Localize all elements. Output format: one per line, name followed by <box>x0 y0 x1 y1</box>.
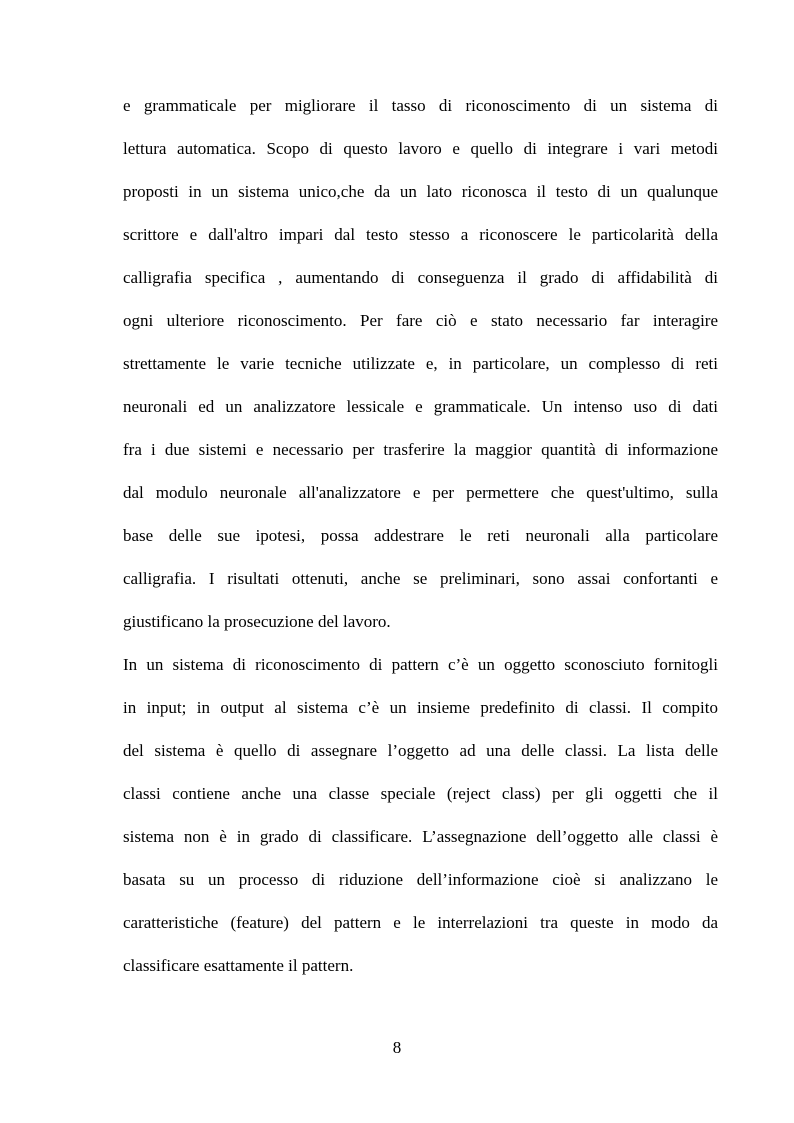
text-line: caratteristiche (feature) del pattern e le interrelazioni tra queste in modo da <box>123 913 718 932</box>
text-line: dal modulo neuronale all'analizzatore e per permettere che quest'ultimo, sulla <box>123 483 718 502</box>
page-number: 8 <box>392 1038 402 1057</box>
text-line: ogni ulteriore riconoscimento. Per fare ciò e stato necessario far interagire <box>123 311 718 330</box>
body-text <box>123 88 718 991</box>
text-line: giustificano la prosecuzione del lavoro. <box>123 612 391 631</box>
text-line: In un sistema di riconoscimento di pattern c’è un oggetto sconosciuto fornitogli <box>123 655 718 674</box>
text-line: del sistema è quello di assegnare l’oggetto ad una delle classi. La lista delle <box>123 741 718 760</box>
text-line: basata su un processo di riduzione dell’informazione cioè si analizzano le <box>123 870 718 889</box>
text-line: e grammaticale per migliorare il tasso di riconoscimento di un sistema di <box>123 96 718 115</box>
text-line: scrittore e dall'altro impari dal testo stesso a riconoscere le particolarità della <box>123 225 718 244</box>
text-line: in input; in output al sistema c’è un insieme predefinito di classi. Il compito <box>123 698 718 717</box>
text-line: sistema non è in grado di classificare. L’assegnazione dell’oggetto alle classi è <box>123 827 718 846</box>
text-line: classi contiene anche una classe speciale (reject class) per gli oggetti che il <box>123 784 718 803</box>
text-line: proposti in un sistema unico,che da un lato riconosca il testo di un qualunque <box>123 182 718 201</box>
text-line: neuronali ed un analizzatore lessicale e grammaticale. Un intenso uso di dati <box>123 397 718 416</box>
text-line: classificare esattamente il pattern. <box>123 956 354 975</box>
text-line: lettura automatica. Scopo di questo lavoro e quello di integrare i vari metodi <box>123 139 718 158</box>
text-line: calligrafia. I risultati ottenuti, anche se preliminari, sono assai confortanti e <box>123 569 718 588</box>
text-line: calligrafia specifica , aumentando di conseguenza il grado di affidabilità di <box>123 268 718 287</box>
text-line: base delle sue ipotesi, possa addestrare le reti neuronali alla particolare <box>123 526 718 545</box>
text-line: strettamente le varie tecniche utilizzate e, in particolare, un complesso di reti <box>123 354 718 373</box>
text-line: fra i due sistemi e necessario per trasferire la maggior quantità di informazione <box>123 440 718 459</box>
